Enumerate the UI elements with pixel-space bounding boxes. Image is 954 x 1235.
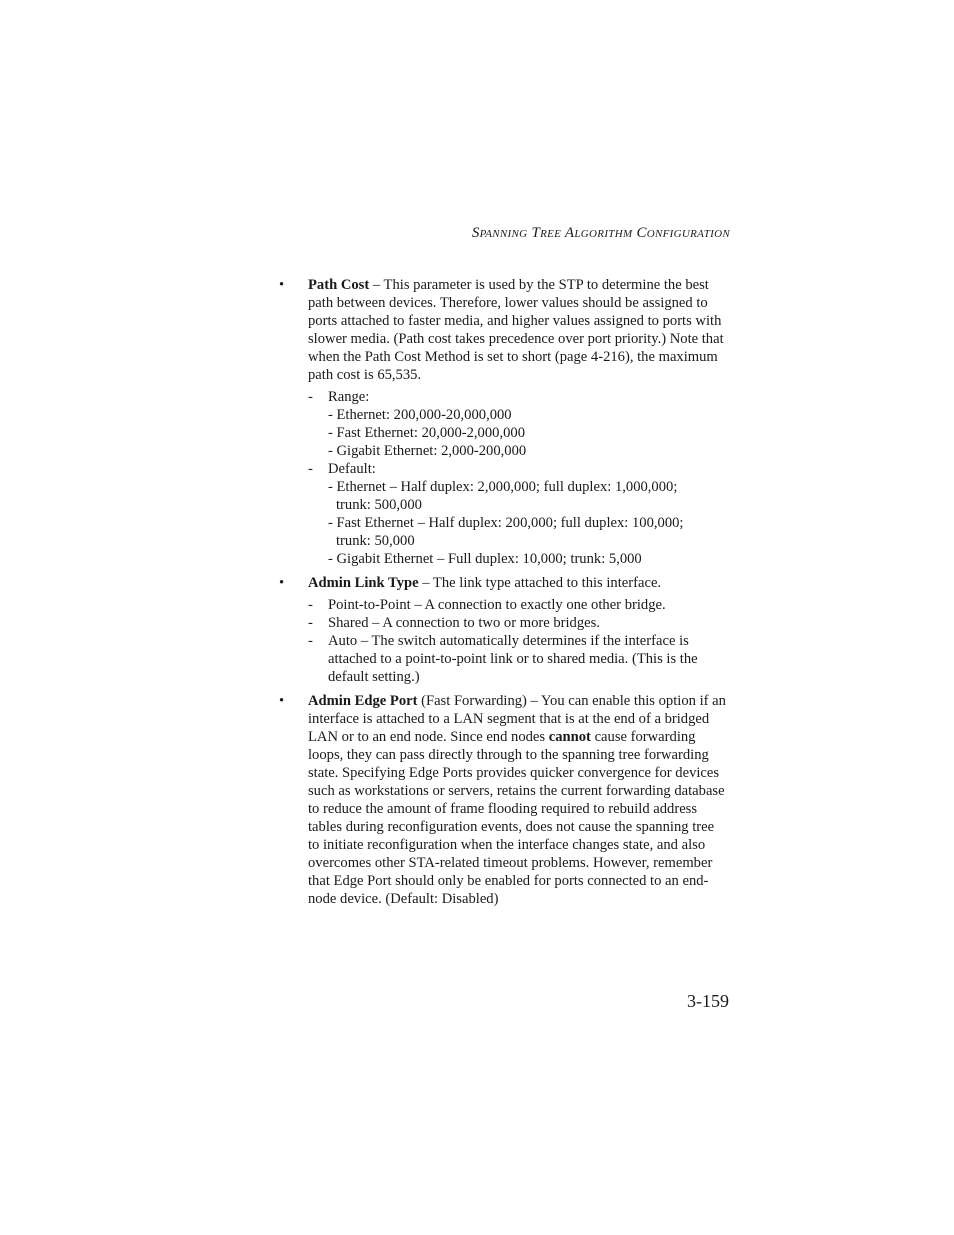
link-type-option xyxy=(308,596,729,614)
path-cost-paragraph xyxy=(308,276,729,384)
admin-link-type-description: – The link type attached to this interface. xyxy=(418,575,662,591)
link-type-option-text: Point-to-Point – A connection to exactly one other bridge. xyxy=(328,597,666,613)
dash-mark: - xyxy=(308,389,313,405)
link-type-option-text: Auto – The switch automatically determines if the interface is attached to a point-to-point link or to shared media. (This is the default setting.) xyxy=(328,633,698,685)
admin-link-type-term: Admin Link Type xyxy=(308,575,419,591)
path-cost-sublist xyxy=(308,388,729,568)
bullet-icon: • xyxy=(279,277,285,293)
list-item-admin-edge-port xyxy=(279,692,729,908)
range-label: Range: xyxy=(328,389,370,405)
link-type-option xyxy=(308,632,729,686)
path-cost-term: Path Cost xyxy=(308,277,370,293)
dash-mark: - xyxy=(308,597,313,613)
default-line: - Fast Ethernet – Half duplex: 200,000; full duplex: 100,000; xyxy=(328,515,684,531)
admin-edge-port-description-a: (Fast Forwarding) – You can enable this option if an interface is attached to a LAN segment that is at the end of a bridged LAN or to an end node. Since end nodes xyxy=(308,693,726,745)
running-header: Spanning Tree Algorithm Configuration xyxy=(471,225,730,241)
link-type-option-text: Shared – A connection to two or more bridges. xyxy=(328,615,600,631)
range-line: - Fast Ethernet: 20,000-2,000,000 xyxy=(328,425,525,441)
range-line: - Ethernet: 200,000-20,000,000 xyxy=(328,407,512,423)
list-item-admin-link-type xyxy=(279,574,729,686)
bullet-icon: • xyxy=(279,575,285,591)
bullet-icon: • xyxy=(279,693,285,709)
default-line: - Gigabit Ethernet – Full duplex: 10,000; trunk: 5,000 xyxy=(328,551,642,567)
path-cost-description: – This parameter is used by the STP to determine the best path between devices. Therefore, lower values should be assigned to ports attached to faster media, and higher values assigned to ports with slower media. (Path cost takes precedence over port priority.) Note that when the Path Cost Method is set to short (page 4-216), the maximum path cost is 65,535. xyxy=(308,277,724,383)
default-line: - Ethernet – Half duplex: 2,000,000; full duplex: 1,000,000; xyxy=(328,479,678,495)
dash-mark: - xyxy=(308,461,313,477)
admin-link-type-paragraph xyxy=(308,574,729,592)
admin-link-type-sublist xyxy=(308,596,729,686)
admin-edge-port-paragraph xyxy=(308,692,729,908)
default-label: Default: xyxy=(328,461,376,477)
list-item-path-cost xyxy=(279,276,729,568)
dash-mark: - xyxy=(308,615,313,631)
default-line: trunk: 50,000 xyxy=(336,533,415,549)
dash-mark: - xyxy=(308,633,313,649)
admin-edge-port-description-b: cause forwarding loops, they can pass directly through to the spanning tree forwarding state. Specifying Edge Ports provides quicker convergence for devices such as workstations or servers, retains the current forwarding database to reduce the amount of frame flooding required to rebuild address tables during reconfiguration events, does not cause the spanning tree to initiate reconfiguration when the interface changes state, and also overcomes other STA-related timeout problems. However, remember that Edge Port should only be enabled for ports connected to an end-node device. (Default: Disabled) xyxy=(308,729,725,907)
range-line: - Gigabit Ethernet: 2,000-200,000 xyxy=(328,443,527,459)
link-type-option xyxy=(308,614,729,632)
admin-edge-port-term: Admin Edge Port xyxy=(308,693,418,709)
default-line: trunk: 500,000 xyxy=(336,497,422,513)
page-body xyxy=(279,276,729,914)
range-entry xyxy=(308,388,729,460)
emphasis-cannot: cannot xyxy=(548,729,591,745)
page-number: 3-159 xyxy=(687,991,729,1011)
default-entry xyxy=(308,460,729,568)
